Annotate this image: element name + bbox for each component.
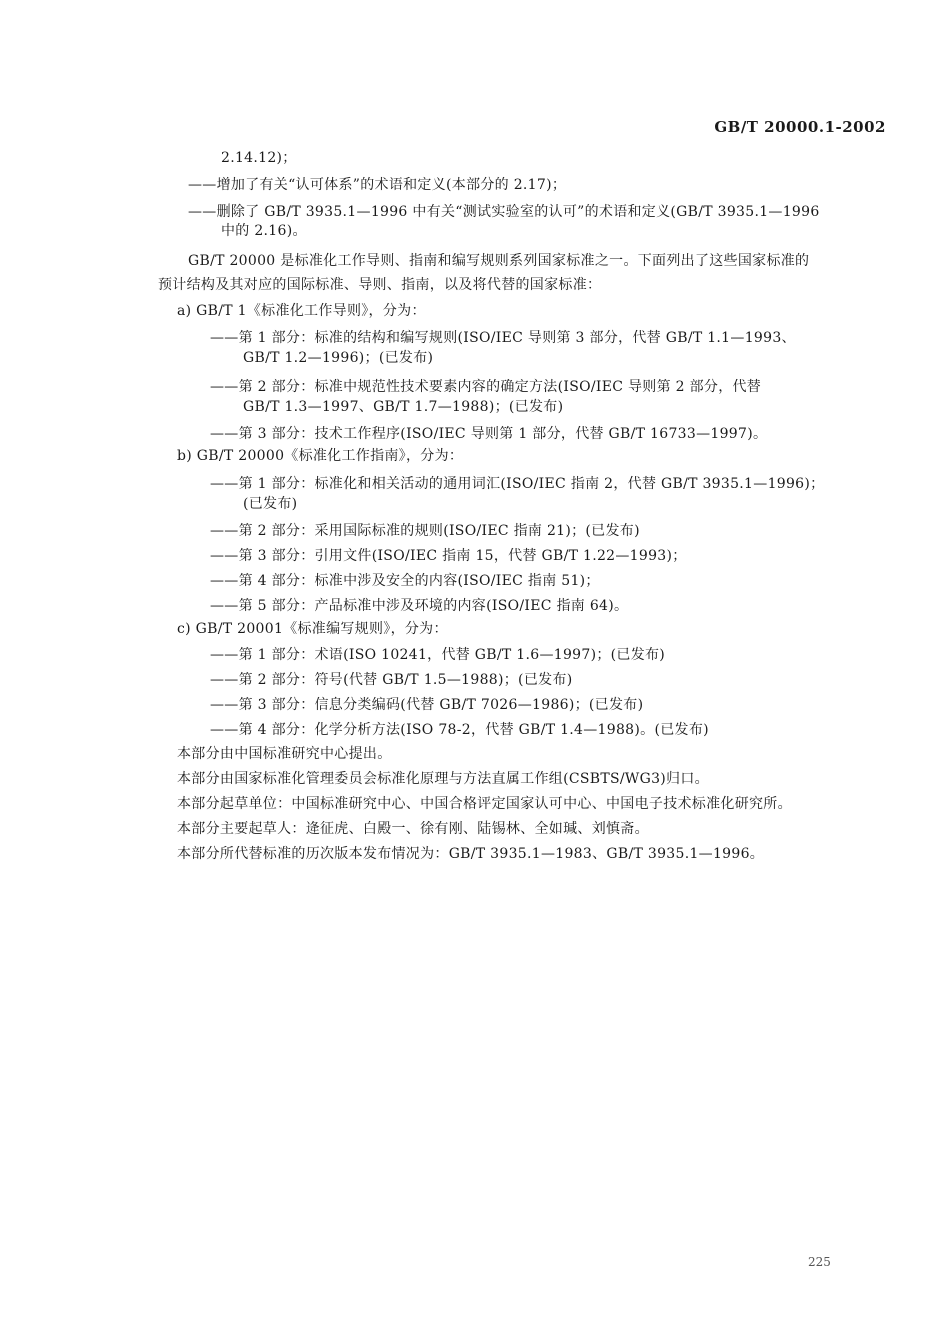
list-heading-a: a) GB/T 1《标准化工作导则》，分为：: [177, 303, 426, 319]
standard-id-header: GB/T 20000.1-2002: [714, 118, 886, 136]
list-item: ——第 5 部分：产品标准中涉及环境的内容(ISO/IEC 指南 64)。: [210, 598, 629, 614]
list-item: ——第 1 部分：标准化和相关活动的通用词汇(ISO/IEC 指南 2，代替 GB/T 3935.1—1996)；: [210, 476, 825, 492]
list-item: ——第 2 部分：符号(代替 GB/T 1.5—1988)；(已发布): [210, 672, 573, 688]
text-line: GB/T 1.2—1996)；(已发布): [243, 350, 434, 366]
list-item: ——第 4 部分：标准中涉及安全的内容(ISO/IEC 指南 51)；: [210, 573, 600, 589]
page-number: 225: [808, 1255, 831, 1269]
list-item: ——第 3 部分：信息分类编码(代替 GB/T 7026—1986)；(已发布): [210, 697, 644, 713]
list-item: ——第 1 部分：术语(ISO 10241，代替 GB/T 1.6—1997)；(已发布): [210, 647, 666, 663]
paragraph-line: GB/T 20000 是标准化工作导则、指南和编写规则系列国家标准之一。下面列出了这些国家标准的: [188, 253, 810, 269]
paragraph-line: 本部分由国家标准化管理委员会标准化原理与方法直属工作组(CSBTS/WG3)归口。: [177, 771, 709, 787]
list-item: ——第 3 部分：技术工作程序(ISO/IEC 导则第 1 部分，代替 GB/T 16733—1997)。: [210, 426, 768, 442]
text-line: (已发布): [243, 496, 298, 512]
list-item: ——删除了 GB/T 3935.1—1996 中有关“测试实验室的认可”的术语和定义(GB/T 3935.1—1996: [188, 204, 820, 220]
list-heading-b: b) GB/T 20000《标准化工作指南》，分为：: [177, 448, 464, 464]
paragraph-line: 本部分所代替标准的历次版本发布情况为：GB/T 3935.1—1983、GB/T 3935.1—1996。: [177, 846, 765, 862]
paragraph-line: 本部分主要起草人：逄征虎、白殿一、徐有刚、陆锡林、全如瑊、刘慎斋。: [177, 821, 649, 837]
list-item: ——第 1 部分：标准的结构和编写规则(ISO/IEC 导则第 3 部分，代替 GB/T 1.1—1993、: [210, 330, 796, 346]
paragraph-line: 本部分起草单位：中国标准研究中心、中国合格评定国家认可中心、中国电子技术标准化研究所。: [177, 796, 792, 812]
list-item: ——第 2 部分：标准中规范性技术要素内容的确定方法(ISO/IEC 导则第 2 部分，代替: [210, 379, 762, 395]
list-item: ——第 4 部分：化学分析方法(ISO 78-2，代替 GB/T 1.4—1988)。(已发布): [210, 722, 709, 738]
text-line: 中的 2.16)。: [221, 223, 307, 239]
list-item: ——第 2 部分：采用国际标准的规则(ISO/IEC 指南 21)；(已发布): [210, 523, 640, 539]
paragraph-line: 本部分由中国标准研究中心提出。: [177, 746, 392, 762]
text-line: 2.14.12)；: [221, 150, 297, 166]
text-line: GB/T 1.3—1997、GB/T 1.7—1988)；(已发布): [243, 399, 564, 415]
list-item: ——第 3 部分：引用文件(ISO/IEC 指南 15，代替 GB/T 1.22—1993)；: [210, 548, 687, 564]
list-heading-c: c) GB/T 20001《标准编写规则》，分为：: [177, 621, 448, 637]
paragraph-line: 预计结构及其对应的国际标准、导则、指南，以及将代替的国家标准：: [158, 277, 602, 293]
list-item: ——增加了有关“认可体系”的术语和定义(本部分的 2.17)；: [188, 177, 567, 193]
